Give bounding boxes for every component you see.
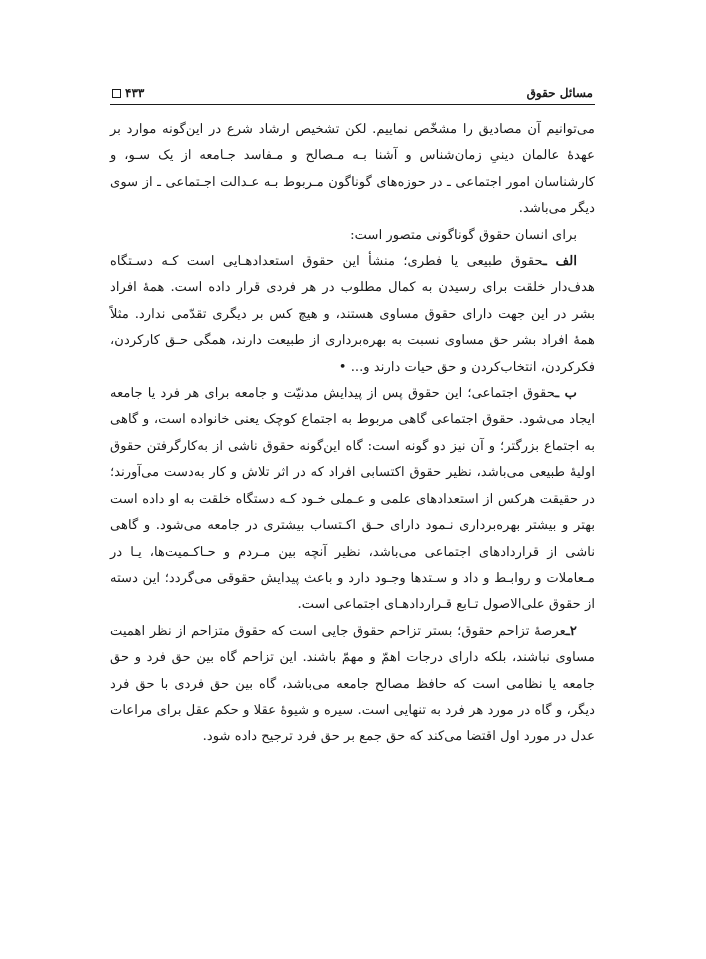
paragraph-be-text: حقوق اجتماعی؛ این حقوق پس از پیدایش مدنیّت و جامعه برای هر فرد یا جامعه ایجاد می‌شود. حقوق اجتماعی گاهی مربوط به اجتماع کوچک یعنی خانواده است، و گاهی به اجتماع بزرگتر؛ و آن نیز دو گونه است: گاه این‌گونه حقوق ناشی از به‌کارگرفتن حقوق اولیهٔ طبیعی می‌باشد، نظیر حقوق اکتسابی افراد که در اثر تلاش و کار به‌دست می‌آورند؛ در حقیقت هرکس از استعدادهای علمی و عـملی خـود کـه دستگاه خلقت به او داده است بهتر و بیشتر بهره‌برداری نـمود دارای حـق اکـتساب بیشتری در جامعه می‌شود. و گاهی ناشی از قراردادهای اجتماعی می‌باشد، نظیر آنچه بین مـردم و حـاکـمیت‌ها، یـا در مـعاملات و روابـط و داد و سـتدها وجـود دارد و باعث پیدایش حقوقی می‌گردد؛ این دسته از حقوق علی‌الاصول تـابع قـراردادهـای اجتماعی است.	[110, 386, 595, 613]
page-number: ۴۳۳	[125, 86, 145, 100]
square-icon	[112, 89, 121, 98]
paragraph-2-section-lead: ۲ـ	[566, 623, 577, 639]
paragraph-2-section	[110, 619, 595, 751]
paragraph-2-section-text: عرصهٔ تزاحم حقوق؛ بستر تزاحم حقوق جایی است که حقوق متزاحم از نظر اهمیت مساوی نباشند، بلکه دارای درجات اهمّ و مهمّ باشند. این تزاحم گاه بین حق فرد و حق جامعه یا نظامی است که حافظ مصالح جامعه می‌باشد، گاه بین حق فردی با حق فرد دیگر، و گاه در مورد هر فرد به تنهایی است. سیره و شیوهٔ عقلا و حکم عقل برای مراعات عدل در مورد اول اقتضا می‌کند که حق جمع بر حق فرد ترجیح داده شود.	[110, 623, 595, 745]
paragraph-be	[110, 381, 595, 619]
book-page	[110, 78, 595, 878]
running-head	[110, 78, 595, 104]
paragraph-1: می‌توانیم آن مصادیق را مشخّص نماییم. لکن تشخیص ارشاد شرع در این‌گونه موارد بر عهدهٔ عالمان دینیِ زمان‌شناس و آشنا بـه مـصالح و مـفاسد جـامعه از یک سـو، و کارشناسان امور اجتماعی ـ در حوزه‌های گوناگون مـربوط بـه عـدالت اجـتماعی ـ از سوی دیگر می‌باشد.	[110, 122, 595, 217]
paragraph-alef	[110, 249, 595, 381]
paragraph-be-lead: ب ـ	[555, 386, 577, 402]
header-rule	[110, 104, 595, 105]
paragraph-2: برای انسان حقوق گوناگونی متصور است:	[350, 227, 577, 243]
paragraph-alef-lead: الف ـ	[543, 254, 577, 270]
running-title: مسائل حقوق	[526, 86, 593, 100]
page-number-group	[112, 86, 144, 100]
paragraph-alef-text: حقوق طبیعی یا فطری؛ منشأ این حقوق استعدادهـایی است کـه دسـتگاه هدف‌دار خلقت برای رسیدن به کمال مطلوب در هر فردی قرار داده است. همهٔ افراد بشر در این جهت دارای حقوق مساوی هستند، و هیچ کس بر دیگری تقدّمی ندارد. مثلاً همهٔ افراد بشر حق مساوی نسبت به بهره‌برداری از طبیعت دارند، همگی حـق کارکردن، فکرکردن، انتخاب‌کردن و حق حیات دارند و... •	[110, 254, 595, 375]
body-text	[110, 117, 595, 751]
